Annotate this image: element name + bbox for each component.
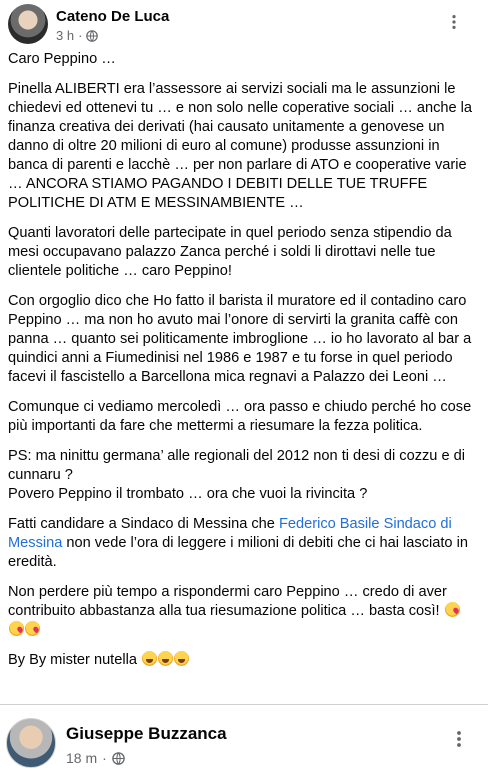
paragraph-ps (8, 447, 478, 504)
face-blowing-kiss-icon (9, 621, 24, 636)
section-divider (0, 704, 488, 705)
globe-icon (86, 30, 98, 42)
more-options-button[interactable] (444, 12, 464, 32)
candidate-text-after: non vede l’ora di leggere i milioni di debiti che ci hai lasciato in eredità. (8, 535, 468, 570)
meta-separator: · (78, 28, 83, 43)
paragraph-greeting: Caro Peppino … (8, 51, 116, 67)
author-avatar[interactable] (8, 4, 48, 44)
comment-more-options-button[interactable] (448, 728, 470, 750)
comment-author-name[interactable]: Giuseppe Buzzanca (66, 724, 227, 743)
comment-separator: · (102, 750, 107, 766)
ps-line-1: PS: ma ninittu germana’ alle regionali del 2012 non ti desi di cozzu e di cunnaru ? (8, 448, 466, 483)
more-dots-icon (445, 13, 463, 31)
paragraph-closing (8, 583, 478, 640)
ps-line-2: Povero Peppino il trombato … ora che vuoi la rivincita ? (8, 486, 368, 502)
post-time[interactable]: 3 h (56, 28, 75, 43)
paragraph-orgoglio: Con orgoglio dico che Ho fatto il barista il muratore ed il contadino caro Peppino … ma non ho avuto mai l’onore di servirti la granita caffè con panna … quanto sei politicamente imbroglione … io ho lavorato al bar a quindici anni a Fiumedinisi nel 1986 e 1987 e tu forse in quel periodo facevi il fascistello a Barcellona mica regnavi a Palazzo dei Leoni … (8, 293, 472, 385)
closing-text: Non perdere più tempo a rispondermi caro Peppino … credo di aver contribuito abbastanza alla tua riesumazione politica … basta così! (8, 584, 447, 619)
post-header (0, 0, 488, 48)
paragraph-comunque: Comunque ci vediamo mercoledì … ora passo e chiudo perché ho cose più importanti da fare che mettermi a riesumare la fezza politica. (8, 399, 472, 434)
next-post-header (0, 712, 488, 775)
globe-icon (112, 752, 125, 765)
federico-basile-link[interactable]: Federico Basile Sindaco di Messina (8, 516, 452, 551)
paragraph-lavoratori: Quanti lavoratori delle partecipate in quel periodo senza stipendio da mesi occupavano palazzo Zanca perché i soldi li dirottavi nelle tue clientele politiche … caro Peppino! (8, 225, 452, 279)
post-text (8, 50, 478, 681)
face-blowing-kiss-icon (25, 621, 40, 636)
paragraph-signoff (8, 651, 478, 670)
paragraph-aliberti: Pinella ALIBERTI era l’assessore ai servizi sociali ma le assunzioni le chiedevi ed ottenevi tu … e non solo nelle coperative sociali … anche la finanza creativa dei derivati (hai causato unitamente a genovese un danno di oltre 20 milioni di euro al comune) produsse assunzioni in banca di parenti e lacchè … per non parlare di ATO e cooperative varie … ANCORA STIAMO PAGANDO I DEBITI DELLE TUE TRUFFE POLITICHE DI ATM E MESSINAMBIENTE … (8, 81, 473, 211)
comment-author-avatar[interactable] (6, 718, 56, 768)
signoff-text: By By mister nutella (8, 652, 137, 668)
comment-meta (66, 750, 125, 766)
more-dots-icon (449, 729, 469, 749)
comment-time[interactable]: 18 m (66, 750, 98, 766)
laughing-face-icon (142, 651, 157, 666)
face-blowing-kiss-icon (445, 602, 460, 617)
candidate-text-before: Fatti candidare a Sindaco di Messina che (8, 516, 279, 532)
author-name[interactable]: Cateno De Luca (56, 8, 170, 25)
laughing-face-icon (174, 651, 189, 666)
post-meta (56, 28, 98, 43)
laughing-face-icon (158, 651, 173, 666)
paragraph-candidate (8, 515, 478, 572)
